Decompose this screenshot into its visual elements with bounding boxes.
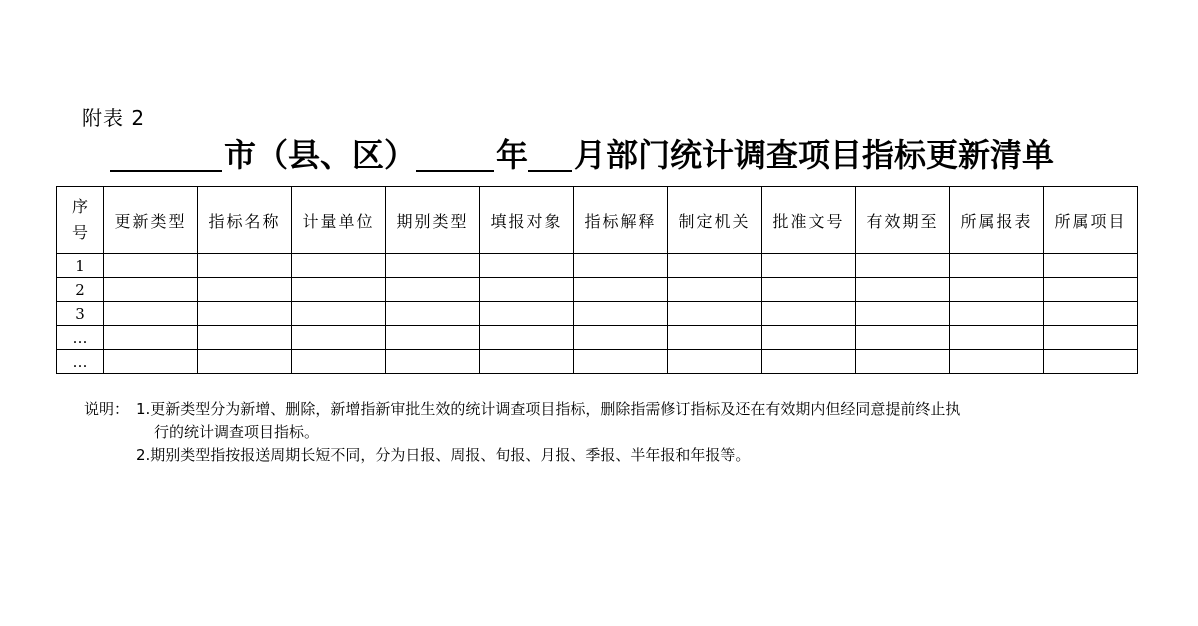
table-cell[interactable] (950, 350, 1044, 374)
attachment-label: 附表 2 (82, 106, 146, 130)
table-cell[interactable] (668, 254, 762, 278)
table-cell[interactable] (198, 302, 292, 326)
table-cell[interactable] (1044, 278, 1138, 302)
table-cell[interactable] (668, 302, 762, 326)
table-cell[interactable] (292, 326, 386, 350)
notes-section (84, 398, 1134, 467)
column-header-unit: 计量单位 (292, 187, 386, 254)
table-cell[interactable] (386, 254, 480, 278)
table-cell[interactable] (1044, 254, 1138, 278)
table-cell[interactable] (668, 350, 762, 374)
table-cell[interactable] (762, 254, 856, 278)
note-item-1-continuation: 行的统计调查项目指标。 (154, 423, 320, 441)
table-cell[interactable] (198, 326, 292, 350)
table-cell[interactable] (574, 278, 668, 302)
seq-header-char-1: 序 (71, 197, 88, 216)
table-cell[interactable] (1044, 350, 1138, 374)
table-row (57, 326, 1138, 350)
table-cell[interactable] (198, 278, 292, 302)
table-cell[interactable] (950, 326, 1044, 350)
row-number: … (57, 326, 104, 350)
row-number: 2 (57, 278, 104, 302)
table-cell[interactable] (386, 326, 480, 350)
table-cell[interactable] (386, 278, 480, 302)
table-cell[interactable] (950, 302, 1044, 326)
table-cell[interactable] (574, 254, 668, 278)
column-header-seq (57, 187, 104, 254)
city-blank-field[interactable] (110, 136, 222, 172)
table-cell[interactable] (762, 278, 856, 302)
table-header-row (57, 187, 1138, 254)
table-cell[interactable] (480, 350, 574, 374)
table-cell[interactable] (856, 326, 950, 350)
column-header-issuing-authority: 制定机关 (668, 187, 762, 254)
table-cell[interactable] (574, 326, 668, 350)
table-cell[interactable] (480, 326, 574, 350)
table-cell[interactable] (292, 278, 386, 302)
table-cell[interactable] (198, 350, 292, 374)
table-cell[interactable] (668, 278, 762, 302)
table-cell[interactable] (762, 326, 856, 350)
table-cell[interactable] (856, 254, 950, 278)
table-cell[interactable] (198, 254, 292, 278)
table-cell[interactable] (950, 254, 1044, 278)
row-number: 3 (57, 302, 104, 326)
column-header-indicator-name: 指标名称 (198, 187, 292, 254)
notes-label: 说明： (84, 400, 130, 418)
indicator-update-table (56, 186, 1138, 374)
table-cell[interactable] (856, 278, 950, 302)
column-header-report: 所属报表 (950, 187, 1044, 254)
column-header-project: 所属项目 (1044, 187, 1138, 254)
title-part-city: 市（县、区） (224, 136, 417, 174)
table-cell[interactable] (292, 302, 386, 326)
table-cell[interactable] (104, 254, 198, 278)
column-header-valid-until: 有效期至 (856, 187, 950, 254)
table-row (57, 350, 1138, 374)
table-cell[interactable] (292, 350, 386, 374)
column-header-reporting-object: 填报对象 (480, 187, 574, 254)
table-cell[interactable] (856, 350, 950, 374)
table-cell[interactable] (574, 350, 668, 374)
seq-header-char-2: 号 (71, 223, 88, 242)
table-cell[interactable] (480, 254, 574, 278)
table-cell[interactable] (292, 254, 386, 278)
column-header-period-type: 期别类型 (386, 187, 480, 254)
note-item-2: 2.期别类型指按报送周期长短不同，分为日报、周报、旬报、月报、季报、半年报和年报等。 (136, 446, 751, 464)
table-cell[interactable] (386, 350, 480, 374)
column-header-update-type: 更新类型 (104, 187, 198, 254)
table-row (57, 302, 1138, 326)
title-part-year: 年 (496, 136, 529, 174)
table-cell[interactable] (386, 302, 480, 326)
year-blank-field[interactable] (416, 136, 494, 172)
table-cell[interactable] (856, 302, 950, 326)
table-cell[interactable] (1044, 326, 1138, 350)
table-cell[interactable] (104, 278, 198, 302)
table-cell[interactable] (104, 302, 198, 326)
month-blank-field[interactable] (528, 136, 572, 172)
table-row (57, 254, 1138, 278)
row-number: 1 (57, 254, 104, 278)
title-part-month: 月部门统计调查项目指标更新清单 (574, 136, 1055, 174)
notes-indent (84, 444, 136, 467)
table-row (57, 278, 1138, 302)
table-cell[interactable] (480, 302, 574, 326)
table-cell[interactable] (104, 350, 198, 374)
row-number: … (57, 350, 104, 374)
table-cell[interactable] (762, 302, 856, 326)
table-cell[interactable] (668, 326, 762, 350)
table-cell[interactable] (762, 350, 856, 374)
table-cell[interactable] (574, 302, 668, 326)
table-cell[interactable] (480, 278, 574, 302)
table-cell[interactable] (1044, 302, 1138, 326)
column-header-approval-number: 批准文号 (762, 187, 856, 254)
table-cell[interactable] (950, 278, 1044, 302)
form-title (110, 132, 1054, 176)
note-item-1: 1.更新类型分为新增、删除，新增指新审批生效的统计调查项目指标，删除指需修订指标及还在有效期内但经同意提前终止执 (136, 400, 961, 418)
table-cell[interactable] (104, 326, 198, 350)
column-header-indicator-explanation: 指标解释 (574, 187, 668, 254)
